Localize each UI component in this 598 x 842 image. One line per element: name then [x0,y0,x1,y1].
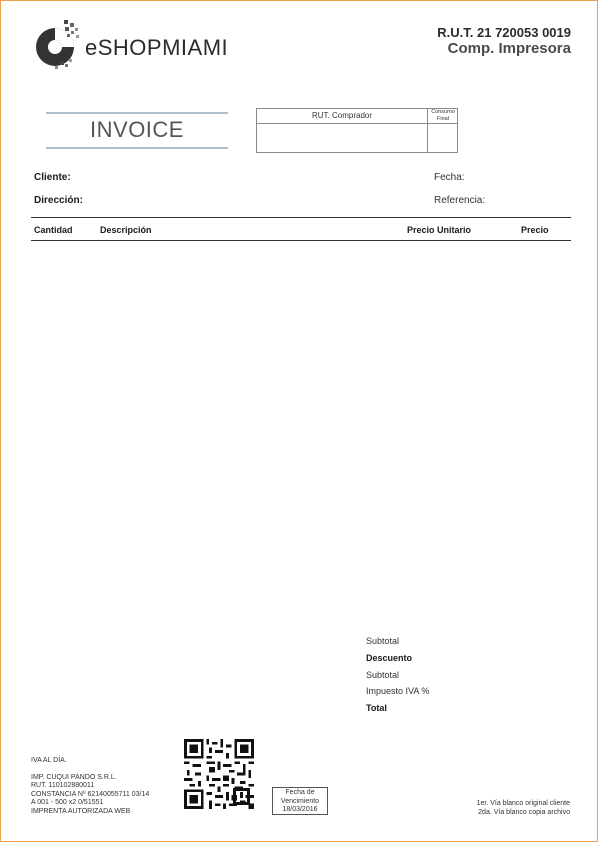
printer-line: RUT. 110102880011 [31,782,95,790]
due-date-label-line2: Vencimiento [280,797,320,805]
col-price: Precio [521,225,549,235]
printer-line: CONSTANCIA Nº 62140055711 03/14 [31,790,150,798]
table-rule-bottom [31,240,571,241]
eshopmiami-logo-icon [31,17,83,71]
copy-note-original: 1er. Vía blanco original cliente [476,800,570,807]
iva-status: IVA AL DÍA. [31,757,67,764]
company-rut: R.U.T. 21 720053 0019 [437,25,571,40]
total-label: Total [366,703,387,713]
consumer-final-cell [427,109,458,152]
printer-info [31,774,149,816]
page-title: INVOICE [90,117,184,142]
tax-label: Impuesto IVA % [366,686,430,696]
consumer-label-line2: Final [437,115,449,122]
discount-label: Descuento [366,653,413,663]
col-unit-price: Precio Unitario [407,225,472,235]
reference-label: Referencia: [434,195,486,206]
company-type: Comp. Impresora [447,40,571,57]
printer-line: A 001 - 500 x2 0/51551 [31,799,104,807]
printer-line: IMP. CUQUI PANDO S.R.L. [31,774,117,781]
rut-buyer-label: RUT. Comprador [257,109,427,124]
qr-code-icon [184,739,254,809]
subtotal-after-discount-label: Subtotal [366,670,400,680]
printer-line: IMPRENTA AUTORIZADA WEB [31,807,131,815]
col-quantity: Cantidad [34,225,73,235]
due-date-box [272,787,328,815]
subtotal-label: Subtotal [366,636,400,646]
brand-name: eSHOPMIAMI [85,35,229,60]
client-label: Cliente: [34,172,71,183]
rut-box [256,108,458,153]
title-rule-top [46,112,228,114]
table-rule-top [31,217,571,218]
title-rule-bottom [46,147,228,149]
address-label: Dirección: [34,195,83,206]
consumer-final-label [428,109,458,124]
due-date-value: 18/03/2016 [282,806,318,813]
col-description: Descripción [100,225,152,235]
consumer-label-line1: Consumo [431,109,455,115]
copy-note-archive: 2da. Vía blanco copia archivo [478,809,570,816]
date-label: Fecha: [434,172,465,183]
due-date-label-line1: Fecha de [285,789,315,796]
